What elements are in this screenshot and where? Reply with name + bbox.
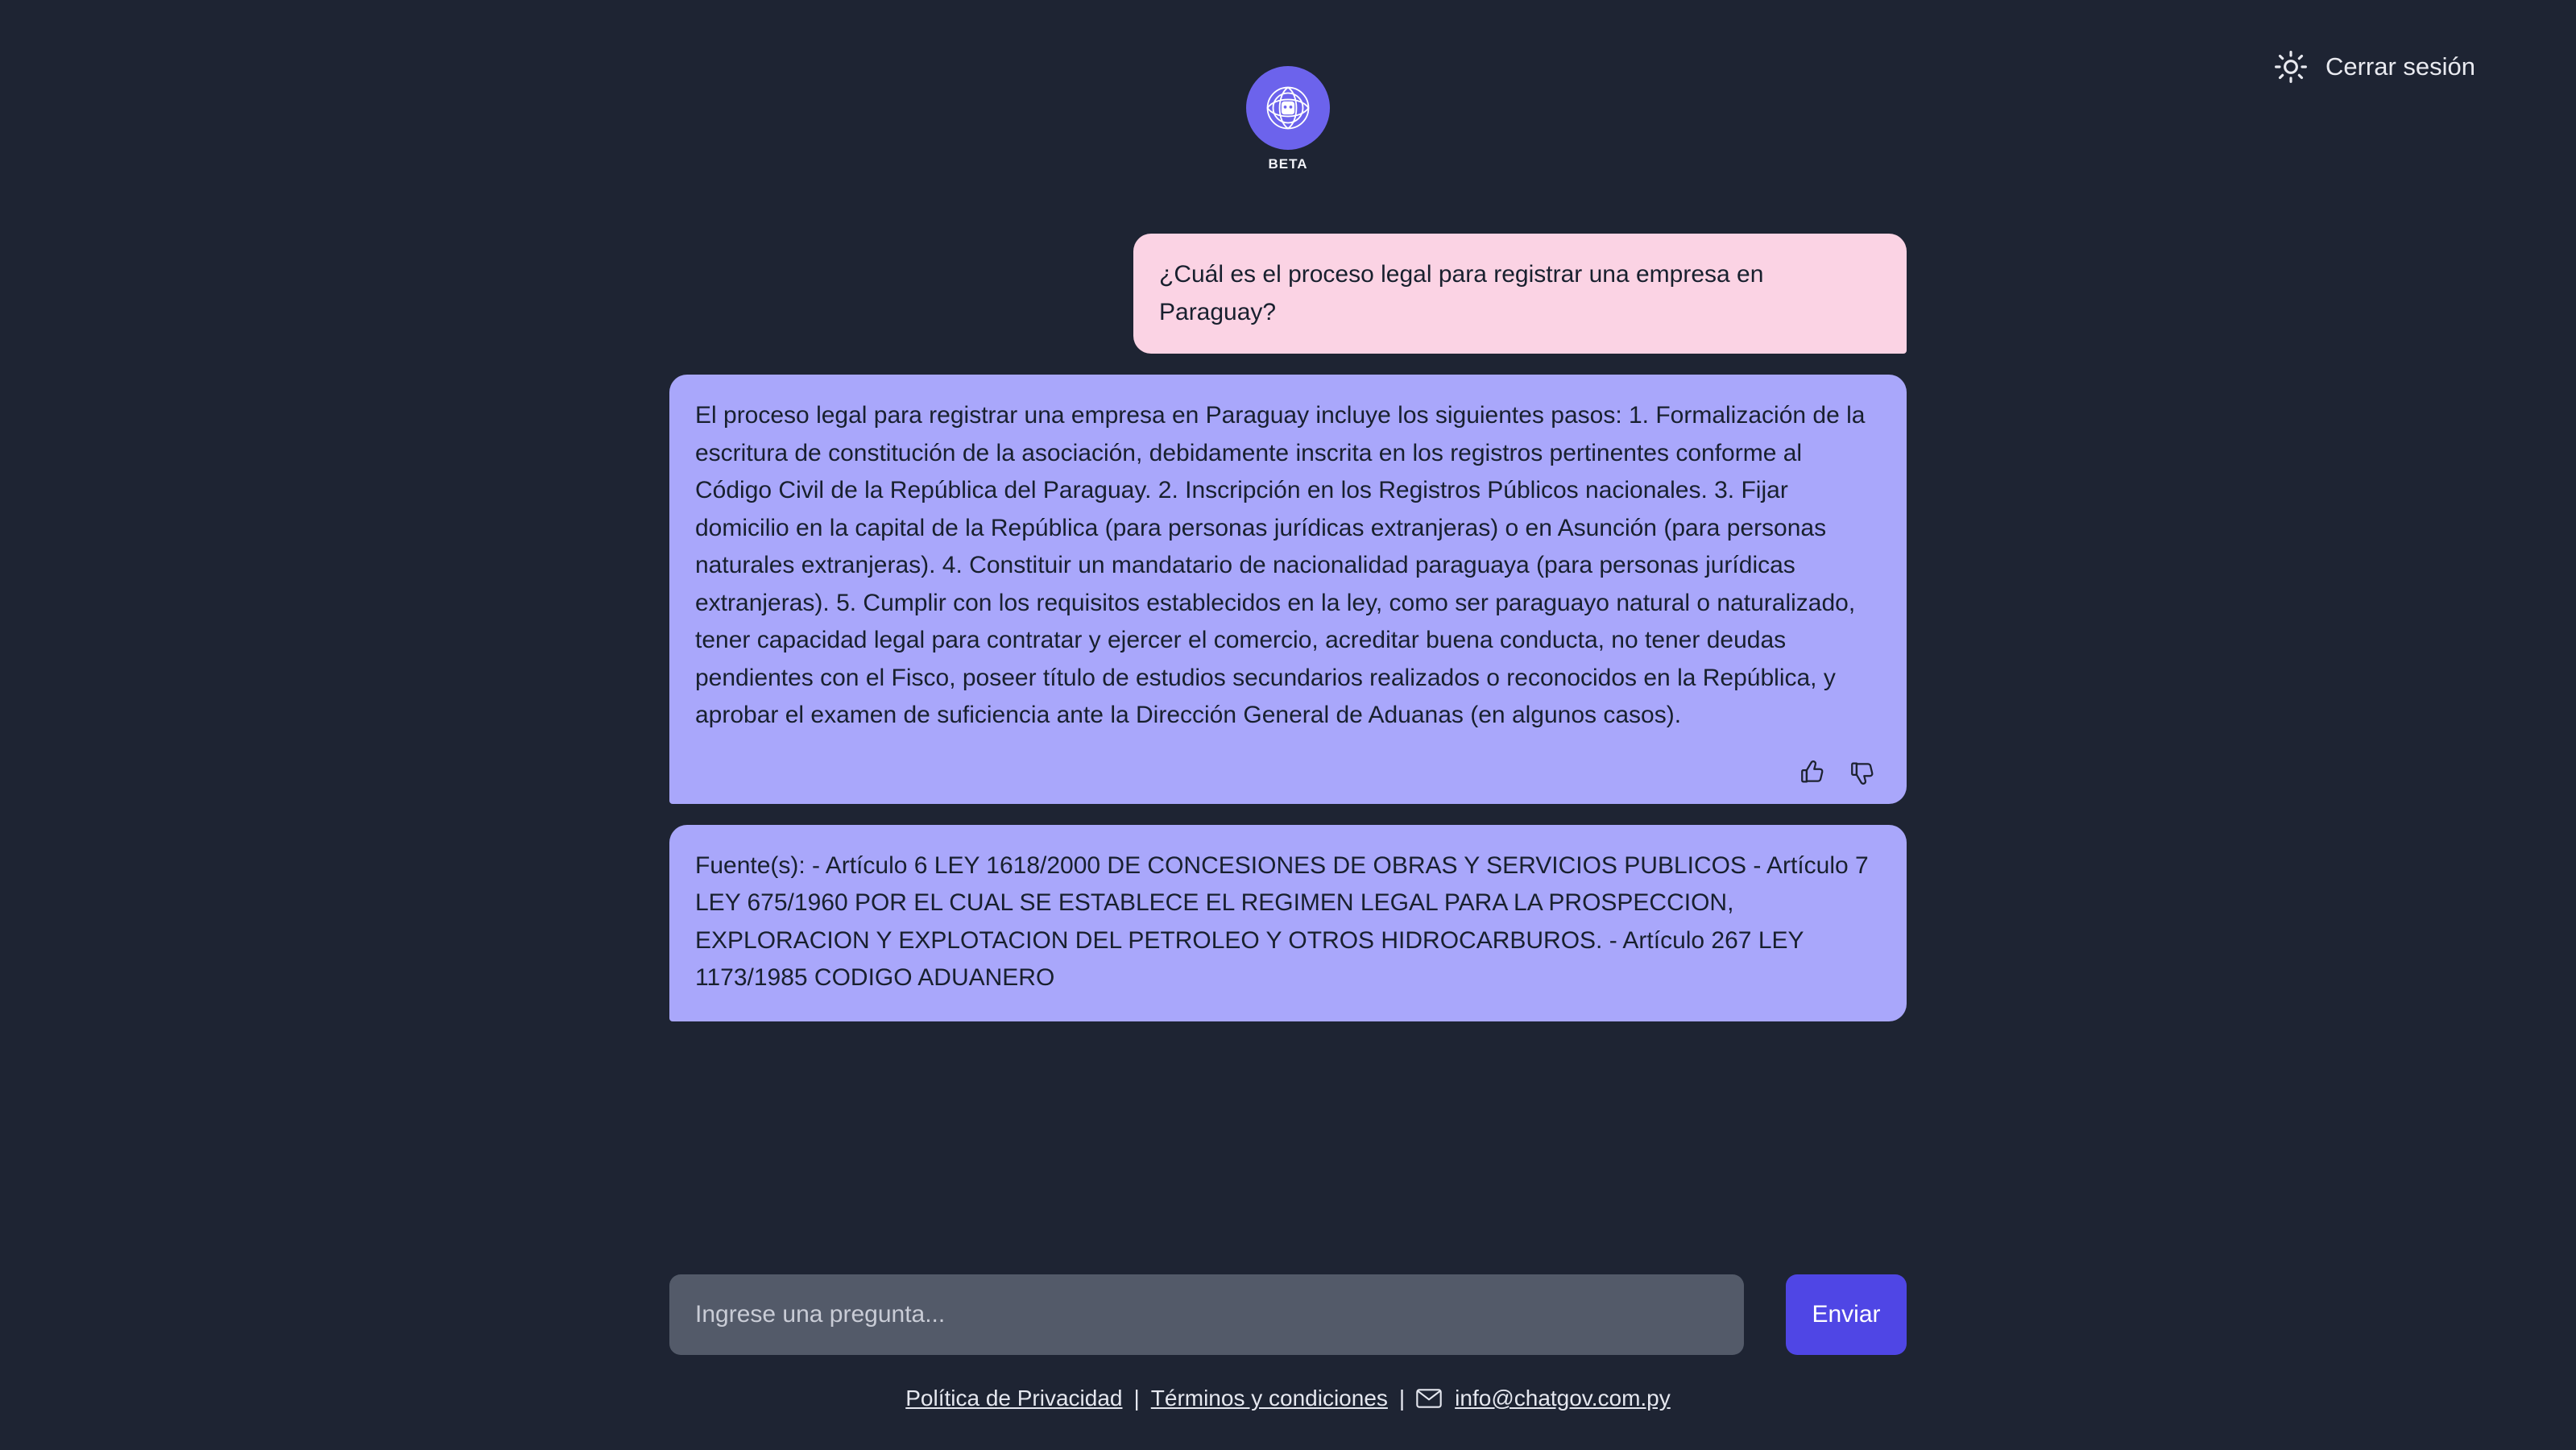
thumbs-up-icon[interactable]	[1799, 759, 1826, 786]
terms-link[interactable]: Términos y condiciones	[1150, 1386, 1388, 1411]
thumbs-down-icon[interactable]	[1849, 759, 1876, 786]
mail-icon	[1416, 1389, 1442, 1408]
email-link[interactable]	[1416, 1386, 1671, 1411]
question-input[interactable]	[669, 1274, 1744, 1355]
composer	[669, 1274, 1907, 1355]
message-row-user	[669, 234, 1907, 354]
footer	[0, 1386, 2576, 1411]
logo-icon	[1246, 66, 1330, 150]
logout-label: Cerrar sesión	[2325, 52, 2475, 81]
send-button[interactable]: Enviar	[1786, 1274, 1907, 1355]
sources-message-bubble: Fuente(s): - Artículo 6 LEY 1618/2000 DE CONCESIONES DE OBRAS Y SERVICIOS PUBLICOS - Artículo 7 LEY 675/1960 POR EL CUAL SE ESTABLECE EL REGIMEN LEGAL PARA LA PROSPECCION, EXPLORACION Y EXPLOTACION DEL PETROLEO Y OTROS HIDROCARBUROS. - Artículo 267 LEY 1173/1985 CODIGO ADUANERO	[669, 825, 1907, 1021]
feedback-controls	[1799, 759, 1876, 786]
bot-message-text: El proceso legal para registrar una empresa en Paraguay incluye los siguientes pasos: 1. Formalización de la escritura de constitución de la asociación, debidamente inscrita en los registros pertinentes conforme al Código Civil de la República del Paraguay. 2. Inscripción en los Registros Públicos nacionales. 3. Fijar domicilio en la capital de la República (para personas jurídicas extranjeras) o en Asunción (para personas naturales extranjeras). 4. Constituir un mandatario de nacionalidad paraguaya (para personas jurídicas extranjeras). 5. Cumplir con los requisitos establecidos en la ley, como ser paraguayo natural o naturalizado, tener capacidad legal para contratar y ejercer el comercio, acreditar buena conducta, no tener deudas pendientes con el Fisco, poseer título de estudios secundarios realizados o reconocidos en la República, y aprobar el examen de suficiencia ante la Dirección General de Aduanas (en algunos casos).	[695, 402, 1866, 728]
footer-separator-2: |	[1398, 1386, 1406, 1411]
logout-button[interactable]	[2274, 50, 2475, 84]
sun-icon[interactable]	[2274, 50, 2308, 84]
email-address[interactable]: info@chatgov.com.py	[1455, 1386, 1671, 1411]
chat-transcript	[669, 234, 1907, 1042]
bot-message-bubble	[669, 375, 1907, 804]
user-message-bubble: ¿Cuál es el proceso legal para registrar una empresa en Paraguay?	[1133, 234, 1907, 354]
message-row-sources	[669, 825, 1907, 1021]
message-row-bot	[669, 375, 1907, 804]
brand-logo	[1207, 66, 1369, 172]
beta-badge: BETA	[1268, 156, 1308, 172]
privacy-policy-link[interactable]: Política de Privacidad	[905, 1386, 1123, 1411]
footer-separator-1: |	[1133, 1386, 1140, 1411]
